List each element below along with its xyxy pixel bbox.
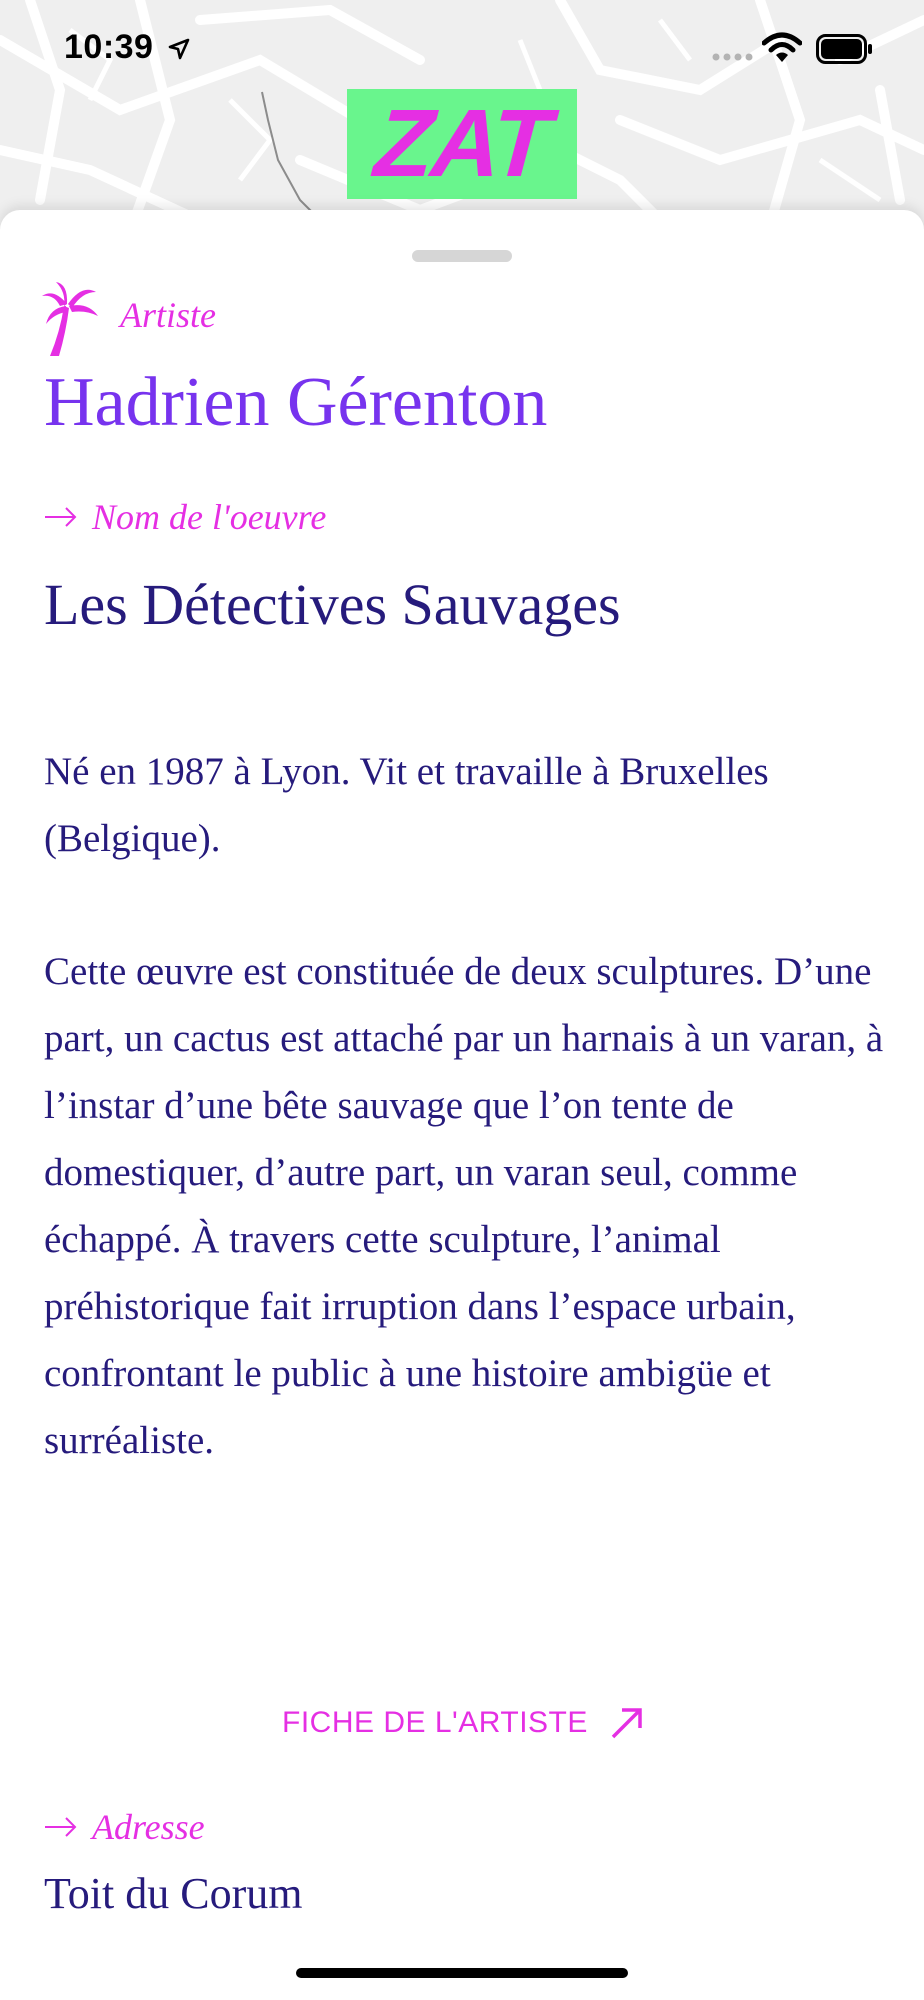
address-value: Toit du Corum	[44, 1869, 303, 1918]
home-indicator[interactable]	[296, 1968, 628, 1978]
address-label: Adresse	[92, 1807, 205, 1847]
artist-profile-link[interactable]	[282, 1706, 644, 1740]
drag-handle[interactable]	[412, 250, 512, 262]
wifi-icon	[762, 32, 802, 64]
battery-icon	[816, 34, 874, 64]
work-label-row	[44, 496, 326, 538]
arrow-up-right-icon	[610, 1706, 644, 1740]
cellular-signal-icon	[712, 52, 756, 62]
arrow-right-icon	[44, 1816, 78, 1838]
status-bar	[0, 0, 924, 100]
status-time: 10:39	[64, 28, 154, 66]
artwork-detail-sheet	[0, 210, 924, 2000]
address-label-row	[44, 1806, 205, 1848]
artist-name: Hadrien Gérenton	[44, 364, 548, 441]
work-title: Les Détectives Sauvages	[44, 572, 621, 637]
zat-logo	[347, 89, 577, 199]
artist-bio: Né en 1987 à Lyon. Vit et travaille à Bruxelles (Belgique).	[44, 750, 769, 860]
palm-tree-icon	[42, 282, 98, 358]
artist-profile-link-label: FICHE DE L'ARTISTE	[282, 1706, 588, 1739]
location-arrow-icon	[168, 38, 190, 60]
artwork-description: Cette œuvre est constituée de deux sculptures. D’une part, un cactus est attaché par un harnais à un varan, à l’instar d’une bête sauvage que l’on tente de domestiquer, d’autre part, un varan seul, comme échappé. À travers cette sculpture, l’animal préhistorique fait irruption dans l’espace urbain, confrontant le public à une histoire ambigüe et surréaliste.	[44, 950, 884, 1462]
arrow-right-icon	[44, 506, 78, 528]
artist-label: Artiste	[120, 295, 216, 335]
work-label: Nom de l'oeuvre	[92, 497, 327, 537]
logo-text: ZAT	[371, 90, 553, 197]
